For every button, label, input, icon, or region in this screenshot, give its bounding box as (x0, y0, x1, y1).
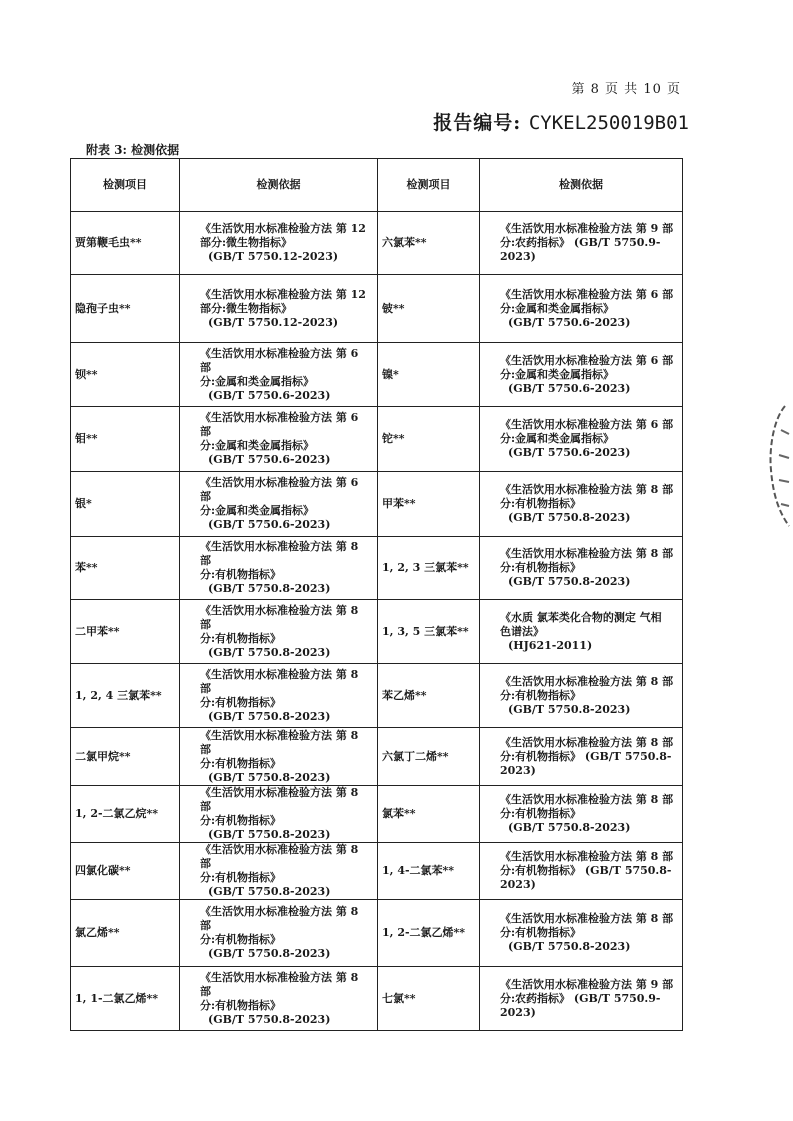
basis-line: 《生活饮用水标准检验方法 第 6 部 (500, 353, 674, 367)
table-row (71, 537, 683, 600)
table-body (71, 212, 683, 1031)
basis-line: (GB/T 5750.8-2023) (208, 709, 331, 723)
basis-line: (GB/T 5750.8-2023) (508, 511, 631, 524)
basis-line: 《生活饮用水标准检验方法 第 8 部 (200, 540, 359, 567)
basis-line: 分:金属和类金属指标》 (500, 301, 615, 315)
item-name: 1, 2-二氯乙烷** (71, 786, 180, 843)
basis-line: 分:有机物指标》 (200, 756, 282, 770)
item-name: 1, 2, 3 三氯苯** (378, 537, 480, 600)
basis-line: (GB/T 5750.8-2023) (208, 1012, 331, 1026)
item-name: 1, 1-二氯乙烯** (71, 967, 180, 1031)
basis-line: 《生活饮用水标准检验方法 第 8 部 (200, 667, 359, 695)
test-basis (180, 275, 378, 343)
table-row (71, 407, 683, 472)
item-name: 四氯化碳** (71, 843, 180, 900)
basis-line: 《生活饮用水标准检验方法 第 6 部 (500, 418, 674, 431)
basis-line: 分:金属和类金属指标》 (500, 367, 615, 381)
test-basis (480, 843, 683, 900)
table-row (71, 843, 683, 900)
item-name: 甲苯** (378, 472, 480, 537)
item-name: 氯苯** (378, 786, 480, 843)
test-basis (480, 212, 683, 275)
basis-line: (GB/T 5750.8-2023) (208, 770, 331, 784)
table-row (71, 472, 683, 537)
basis-line: 分:有机物指标》 (200, 631, 282, 645)
basis-line: 色谱法》 (500, 624, 544, 638)
table-title: 附表 3: 检测依据 (86, 143, 180, 157)
basis-line: 分:有机物指标》 (500, 926, 582, 939)
basis-line: 《生活饮用水标准检验方法 第 8 部 (200, 970, 359, 998)
basis-line: 《生活饮用水标准检验方法 第 8 部 (500, 674, 674, 688)
test-basis (480, 275, 683, 343)
item-name: 钡** (71, 343, 180, 407)
item-name: 六氯丁二烯** (378, 728, 480, 786)
header-item-right: 检测项目 (378, 159, 480, 212)
basis-line: 《生活饮用水标准检验方法 第 9 部 (500, 222, 674, 235)
test-basis (480, 900, 683, 967)
test-basis (480, 664, 683, 728)
page-number: 第 8 页 共 10 页 (571, 82, 681, 97)
basis-line: (GB/T 5750.6-2023) (508, 315, 631, 329)
header-basis-left: 检测依据 (180, 159, 378, 212)
table-row (71, 786, 683, 843)
report-number-value: CYKEL250019B01 (528, 112, 689, 134)
test-basis (480, 967, 683, 1031)
basis-line: 分:有机物指标》 (500, 688, 582, 702)
item-name: 1, 4-二氯苯** (378, 843, 480, 900)
basis-line: 分:有机物指标》 (200, 814, 282, 827)
item-name: 贾第鞭毛虫** (71, 212, 180, 275)
test-basis (480, 407, 683, 472)
test-basis (180, 537, 378, 600)
basis-line: 《生活饮用水标准检验方法 第 8 部 (200, 786, 359, 813)
report-number-label: 报告编号: (433, 112, 522, 134)
basis-line: 《生活饮用水标准检验方法 第 8 部 (200, 603, 359, 631)
basis-line: 《生活饮用水标准检验方法 第 8 部 (200, 843, 359, 870)
basis-line: 分:金属和类金属指标》 (500, 432, 615, 445)
basis-line: 分:金属和类金属指标》 (200, 504, 315, 517)
table-row (71, 728, 683, 786)
basis-line: 《水质 氯苯类化合物的测定 气相 (500, 610, 662, 624)
basis-line: 分:有机物指标》 (GB/T 5750.8-2023) (500, 864, 672, 891)
table-row (71, 664, 683, 728)
basis-line: (GB/T 5750.8-2023) (508, 575, 631, 588)
partial-seal-stamp (745, 400, 793, 530)
item-name: 钼** (71, 407, 180, 472)
test-basis (180, 728, 378, 786)
basis-line: 分:有机物指标》 (500, 497, 582, 510)
basis-line: (GB/T 5750.8-2023) (508, 821, 631, 834)
test-basis (480, 728, 683, 786)
basis-line: 《生活饮用水标准检验方法 第 8 部 (500, 547, 674, 560)
basis-line: 《生活饮用水标准检验方法 第 8 部 (500, 850, 674, 863)
test-basis (180, 900, 378, 967)
basis-line: (GB/T 5750.8-2023) (508, 940, 631, 953)
header-item-left: 检测项目 (71, 159, 180, 212)
item-name: 二甲苯** (71, 600, 180, 664)
item-name: 苯乙烯** (378, 664, 480, 728)
basis-line: 分:有机物指标》 (GB/T 5750.8-2023) (500, 749, 672, 777)
basis-line: 《生活饮用水标准检验方法 第 6 部 (200, 476, 359, 503)
basis-line: 分:有机物指标》 (200, 568, 282, 581)
basis-line: 《生活饮用水标准检验方法 第 12 (200, 222, 366, 235)
test-basis (180, 212, 378, 275)
basis-line: 《生活饮用水标准检验方法 第 8 部 (500, 735, 674, 749)
test-basis (180, 967, 378, 1031)
item-name: 二氯甲烷** (71, 728, 180, 786)
test-basis (480, 786, 683, 843)
test-basis (180, 786, 378, 843)
basis-line: 分:农药指标》 (GB/T 5750.9-2023) (500, 991, 661, 1019)
basis-line: 分:有机物指标》 (200, 933, 282, 946)
basis-line: 分:农药指标》 (GB/T 5750.9-2023) (500, 236, 661, 263)
basis-line: 分:有机物指标》 (500, 561, 582, 574)
basis-line: 分:有机物指标》 (200, 871, 282, 884)
basis-line: 《生活饮用水标准检验方法 第 9 部 (500, 977, 674, 991)
item-name: 1, 2-二氯乙烯** (378, 900, 480, 967)
item-name: 氯乙烯** (71, 900, 180, 967)
basis-line: 《生活饮用水标准检验方法 第 8 部 (500, 912, 674, 925)
basis-line: (HJ621-2011) (508, 638, 593, 652)
test-basis (480, 343, 683, 407)
basis-line: 《生活饮用水标准检验方法 第 6 部 (500, 287, 674, 301)
basis-line: 《生活饮用水标准检验方法 第 8 部 (200, 728, 359, 756)
basis-line: (GB/T 5750.6-2023) (508, 446, 631, 459)
basis-line: 《生活饮用水标准检验方法 第 8 部 (200, 905, 359, 932)
table-row (71, 900, 683, 967)
basis-line: (GB/T 5750.6-2023) (508, 381, 631, 395)
basis-line: (GB/T 5750.8-2023) (208, 885, 331, 898)
item-name: 七氯** (378, 967, 480, 1031)
table-row (71, 600, 683, 664)
basis-line: 《生活饮用水标准检验方法 第 12 (200, 287, 366, 301)
basis-line: 《生活饮用水标准检验方法 第 6 部 (200, 346, 359, 374)
table-row (71, 967, 683, 1031)
test-basis (180, 843, 378, 900)
item-name: 铍** (378, 275, 480, 343)
basis-line: (GB/T 5750.12-2023) (208, 315, 339, 329)
test-basis (480, 472, 683, 537)
basis-line: 部分:微生物指标》 (200, 236, 293, 249)
item-name: 镍* (378, 343, 480, 407)
item-name: 苯** (71, 537, 180, 600)
report-number (433, 108, 689, 135)
test-basis (180, 600, 378, 664)
basis-line: (GB/T 5750.8-2023) (208, 582, 331, 595)
table-row (71, 212, 683, 275)
item-name: 银* (71, 472, 180, 537)
test-basis (480, 600, 683, 664)
basis-line: 分:有机物指标》 (200, 695, 282, 709)
basis-line: (GB/T 5750.6-2023) (208, 388, 331, 402)
item-name: 隐孢子虫** (71, 275, 180, 343)
item-name: 1, 2, 4 三氯苯** (71, 664, 180, 728)
test-basis (180, 664, 378, 728)
test-basis (180, 407, 378, 472)
basis-line: 《生活饮用水标准检验方法 第 8 部 (500, 793, 674, 806)
basis-line: 分:金属和类金属指标》 (200, 439, 315, 452)
basis-line: 分:金属和类金属指标》 (200, 374, 315, 388)
basis-line: 《生活饮用水标准检验方法 第 8 部 (500, 483, 674, 496)
item-name: 铊** (378, 407, 480, 472)
test-basis (180, 343, 378, 407)
table-header-row (71, 159, 683, 212)
basis-line: (GB/T 5750.8-2023) (508, 702, 631, 716)
basis-line: (GB/T 5750.8-2023) (208, 645, 331, 659)
basis-table (70, 158, 683, 1031)
basis-line: 部分:微生物指标》 (200, 301, 293, 315)
header-basis-right: 检测依据 (480, 159, 683, 212)
table-row (71, 275, 683, 343)
basis-line: 分:有机物指标》 (200, 998, 282, 1012)
test-basis (480, 537, 683, 600)
basis-line: (GB/T 5750.6-2023) (208, 518, 331, 531)
basis-line: 分:有机物指标》 (500, 807, 582, 820)
basis-line: 《生活饮用水标准检验方法 第 6 部 (200, 411, 359, 438)
basis-line: (GB/T 5750.8-2023) (208, 947, 331, 960)
table-row (71, 343, 683, 407)
basis-line: (GB/T 5750.8-2023) (208, 828, 331, 841)
item-name: 六氯苯** (378, 212, 480, 275)
basis-line: (GB/T 5750.12-2023) (208, 250, 339, 263)
test-basis (180, 472, 378, 537)
item-name: 1, 3, 5 三氯苯** (378, 600, 480, 664)
basis-line: (GB/T 5750.6-2023) (208, 453, 331, 466)
